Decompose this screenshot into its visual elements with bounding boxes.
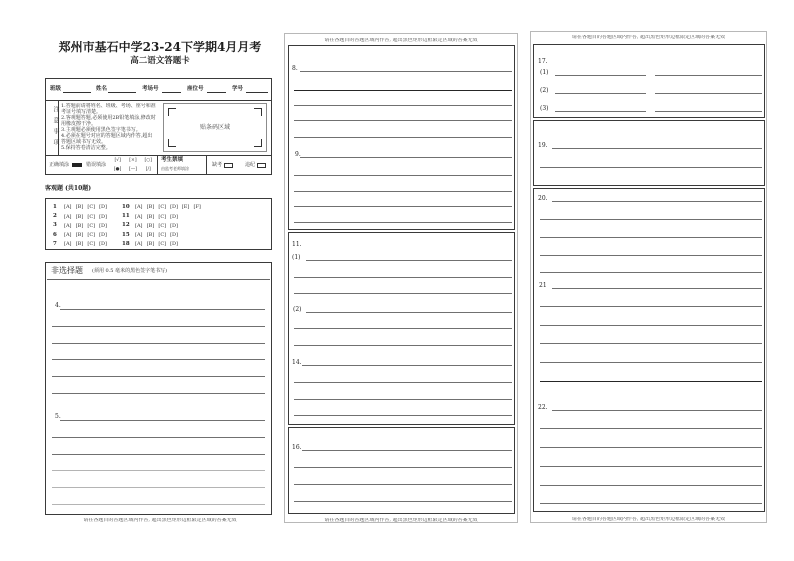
filled-bubble-icon	[72, 163, 82, 167]
option-bubble[interactable]: [C]	[158, 222, 167, 229]
notice-item: 4.必须在题号对应的答题区域内作答,超出答题区域书写无效。	[61, 133, 153, 145]
answer-area-19[interactable]	[535, 136, 763, 184]
answer-area-21[interactable]	[535, 280, 763, 386]
option-bubble[interactable]: [B]	[75, 213, 84, 220]
option-bubble[interactable]: [A]	[64, 204, 72, 211]
question-number: 6	[53, 231, 57, 238]
info-field-blank[interactable]	[207, 86, 226, 93]
answer-area-20[interactable]	[535, 192, 763, 277]
wrong-fill-mark-icon: [×]	[129, 158, 137, 163]
wrong-fill-mark-icon: [√]	[114, 158, 121, 163]
objective-answer-box	[45, 198, 272, 250]
info-field-blank[interactable]	[162, 86, 181, 93]
option-bubble[interactable]: [A]	[135, 222, 143, 229]
option-bubble[interactable]: [C]	[158, 213, 167, 220]
question-label-21: 21	[539, 282, 547, 289]
option-bubble[interactable]: [B]	[75, 241, 84, 248]
question-number: 11	[122, 213, 130, 220]
answer-zone-notice: 请在各题目的答题区域内作答, 超出黑色矩形边框限定区域的答案无效	[324, 518, 478, 523]
answer-zone-notice: 请在各题目的答题区域内作答, 超出黑色矩形边框限定区域的答案无效	[83, 518, 237, 523]
wrong-fill-mark-icon: [∕]	[145, 166, 151, 172]
barcode-area	[163, 103, 267, 152]
info-field-blank[interactable]	[63, 86, 91, 93]
absent-label: 缺考	[212, 162, 223, 168]
option-bubble[interactable]: [C]	[158, 241, 167, 248]
option-bubble[interactable]: [C]	[158, 204, 167, 211]
answer-area-22[interactable]	[535, 400, 763, 508]
option-bubble[interactable]: [D]	[99, 213, 108, 220]
option-bubble[interactable]: [B]	[146, 231, 155, 238]
question-label-19: 19.	[538, 142, 548, 149]
option-bubble[interactable]: [C]	[158, 231, 167, 238]
correct-fill-label: 正确填涂	[49, 162, 70, 168]
notice-list	[61, 103, 156, 154]
answer-area-14[interactable]	[290, 355, 513, 421]
exam-title: 郑州市基石中学23-24下学期4月月考	[58, 41, 262, 53]
option-bubble[interactable]: [B]	[146, 213, 155, 220]
corner-mark-icon	[168, 108, 176, 116]
divider	[206, 155, 207, 175]
option-bubble[interactable]: [B]	[75, 204, 84, 211]
option-bubble[interactable]: [A]	[135, 204, 143, 211]
option-bubble[interactable]: [B]	[146, 204, 155, 211]
option-bubble[interactable]: [D]	[99, 241, 108, 248]
notice-label: 注意事项	[52, 106, 59, 150]
divider	[47, 279, 270, 280]
option-bubble[interactable]: [F]	[193, 204, 201, 211]
question-part-label: (1)	[540, 69, 549, 76]
answer-area-5[interactable]	[50, 408, 268, 510]
question-part-label: (2)	[540, 87, 549, 94]
option-bubble[interactable]: [A]	[64, 241, 72, 248]
objective-section-title: 客观题 (共10题)	[45, 185, 92, 192]
option-bubble[interactable]: [C]	[87, 213, 96, 220]
notice-item: 1.答题前请将姓名、班级、考场、座号和准考证号填写清楚。	[61, 103, 156, 115]
option-bubble[interactable]: [D]	[170, 241, 179, 248]
question-number: 2	[53, 213, 57, 220]
answer-area-4[interactable]	[50, 298, 268, 398]
option-bubble[interactable]: [A]	[64, 213, 72, 220]
option-bubble[interactable]: [D]	[99, 231, 108, 238]
question-label-16: 16.	[292, 444, 302, 451]
question-part-label: (3)	[540, 105, 549, 112]
option-bubble[interactable]: [C]	[87, 222, 96, 229]
option-bubble[interactable]: [B]	[146, 241, 155, 248]
option-bubble[interactable]: [A]	[64, 231, 72, 238]
question-number: 15	[122, 231, 130, 238]
option-bubble[interactable]: [D]	[99, 222, 108, 229]
option-bubble[interactable]: [D]	[99, 204, 108, 211]
notice-item: 3.主观题必须使用黑色签字笔书写。	[61, 127, 141, 133]
question-label-9: 9.	[295, 151, 301, 158]
question-number: 12	[122, 222, 130, 229]
divider	[157, 155, 158, 175]
question-label-14: 14.	[292, 359, 302, 366]
question-label-4: 4.	[55, 302, 61, 309]
question-number: 10	[122, 204, 130, 210]
option-bubble[interactable]: [B]	[75, 222, 84, 229]
absent-checkbox[interactable]	[224, 163, 233, 168]
option-bubble[interactable]: [D]	[170, 213, 179, 220]
question-number: 3	[53, 222, 57, 229]
option-bubble[interactable]: [D]	[170, 231, 179, 238]
answer-area-9[interactable]	[290, 147, 513, 227]
info-field-label: 座位号	[187, 86, 204, 92]
wrong-fill-mark-icon: [—]	[128, 166, 137, 172]
option-bubble[interactable]: [A]	[135, 231, 143, 238]
info-field-label: 姓名	[96, 86, 108, 92]
wrong-fill-label: 错误填涂	[86, 162, 107, 168]
question-number: 18	[122, 240, 130, 247]
divider	[45, 100, 272, 101]
subjective-section-note: (须用 0.5 毫米的黑色签字笔书写)	[92, 268, 168, 274]
wrong-fill-examples	[110, 157, 156, 174]
corner-mark-icon	[254, 139, 262, 147]
sheet-subtitle: 高二语文答题卡	[130, 56, 190, 66]
violation-checkbox[interactable]	[257, 163, 266, 168]
option-bubble[interactable]: [A]	[64, 222, 72, 229]
answer-area-16[interactable]	[290, 440, 513, 510]
option-bubble[interactable]: [A]	[135, 213, 143, 220]
info-field-blank[interactable]	[108, 86, 136, 93]
violation-label: 违纪	[245, 162, 256, 168]
proctor-title: 考生禁填	[161, 157, 184, 163]
answer-zone-notice: 请在各题目的答题区域内作答, 超出黑色矩形边框限定区域的答案无效	[571, 517, 726, 522]
question-part-label: (2)	[293, 306, 302, 313]
answer-zone-notice: 请在各题目的答题区域内作答, 超出黑色矩形边框限定区域的答案无效	[571, 35, 726, 40]
question-label-5: 5.	[55, 413, 61, 420]
barcode-label: 贴条码区域	[199, 124, 230, 131]
answer-zone-notice: 请在各题目的答题区域内作答, 超出黑色矩形边框限定区域的答案无效	[324, 38, 478, 43]
info-field-blank[interactable]	[246, 86, 268, 93]
option-bubble[interactable]: [B]	[75, 231, 84, 238]
info-field-label: 学号	[232, 86, 244, 92]
question-label-8: 8.	[292, 65, 298, 72]
option-bubble[interactable]: [A]	[135, 241, 143, 248]
question-label-11: 11.	[292, 241, 302, 248]
wrong-fill-mark-icon: [○]	[144, 158, 152, 163]
question-number: 1	[53, 204, 57, 210]
wrong-fill-mark-icon: [●]	[113, 166, 122, 172]
option-bubble[interactable]: [C]	[87, 204, 96, 211]
question-part-label: (1)	[292, 254, 301, 261]
subjective-section-title: 非选择题	[51, 266, 83, 275]
question-label-20: 20.	[538, 195, 548, 202]
question-label-22: 22.	[538, 404, 548, 411]
option-bubble[interactable]: [C]	[87, 241, 96, 248]
notice-item: 5.保持答卷清洁完整。	[61, 145, 111, 151]
option-bubble[interactable]: [D]	[170, 204, 179, 211]
answer-area-11[interactable]	[290, 238, 513, 350]
option-bubble[interactable]: [C]	[87, 231, 96, 238]
proctor-note: 由监考老师填涂	[161, 166, 189, 171]
answer-area-17[interactable]	[535, 50, 763, 116]
question-label-17: 17.	[538, 58, 548, 65]
corner-mark-icon	[254, 108, 262, 116]
option-bubble[interactable]: [D]	[170, 222, 179, 229]
divider	[45, 155, 272, 156]
corner-mark-icon	[168, 139, 176, 147]
question-number: 7	[53, 240, 57, 247]
notice-item: 2.客观题答题,必须使用2B铅笔填涂,修改时用橡皮擦干净。	[61, 115, 156, 127]
info-field-label: 考场号	[142, 86, 159, 92]
info-field-label: 班级	[50, 86, 62, 92]
answer-area-8[interactable]	[290, 55, 513, 143]
option-bubble[interactable]: [E]	[181, 204, 190, 211]
option-bubble[interactable]: [B]	[146, 222, 155, 229]
